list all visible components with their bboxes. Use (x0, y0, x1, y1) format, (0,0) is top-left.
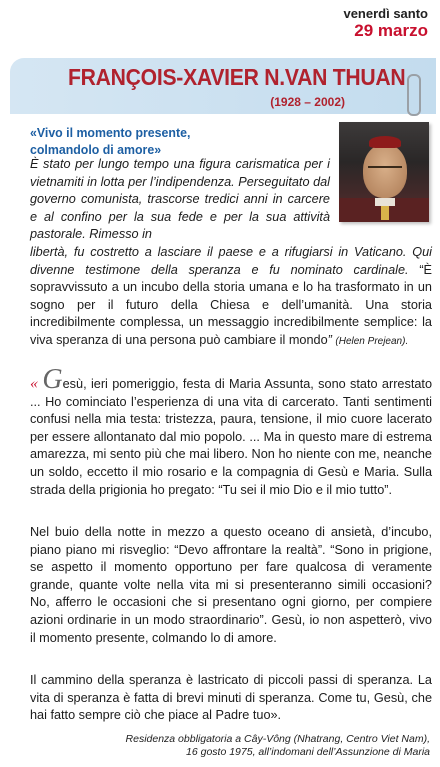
date-block (343, 6, 428, 41)
bio-attribution: (Helen Prejean). (335, 335, 409, 347)
bio-continued: libertà, fu costretto a lasciare il paese e a rifugiarsi in Vaticano. Qui divenne testimone della speranza e fu nominato cardinale. “È sopravvissuto a un incubo della storia umana e lo ha trasformato in un sogno per il futuro della Chiesa e dell’umanità. Una storia incredibilmente complessa, un messaggio incredibilmente semplice: la viva speranza di una persona può cambiare il mondo” (Helen Prejean). (30, 245, 433, 347)
portrait-photo (339, 122, 429, 222)
person-name: FRANÇOIS-XAVIER N.VAN THUAN (68, 64, 406, 90)
open-quote-mark: « (30, 375, 38, 392)
paperclip-icon (407, 74, 421, 116)
weekday-label: venerdì santo (343, 6, 428, 21)
bio-quote: “È sopravvissuto a un incubo della storia umana e lo ha trasformato in un sogno per il futuro della Chiesa e dell’umanità. Una storia incredibilmente complessa, un messaggio incredibilmente semplice: la viva speranza di una persona può cambiare il mondo (30, 262, 433, 347)
body-paragraph-1: « Gesù, ieri pomeriggio, festa di Maria Assunta, sono stato arrestato ... Ho cominciato l’esperienza di una vita di carcerato. Tanti sentimenti confusi nella mia testa: tristezza, paura, tensione, il mio cuore lacerato per essere allontanato dal mio popolo. ... Ma in questo mare di estrema amarezza, mi sento più che mai libero. Non ho niente con me, neanche un soldo, eccetto il mio rosario e la compagnia di Gesù e Maria. Sulla strada della prigionia ho pregato: “Tu sei il mio Dio e il mio tutto”. (30, 364, 432, 497)
life-years: (1928 – 2002) (270, 95, 345, 109)
bio-intro: È stato per lungo tempo una figura carismatica per i vietnamiti in lotta per l’indipendenza. Perseguitato dal governo comunista, trascorse tredici anni in carcere e al confino per la sua fede e per la sua attività pastorale. Rimesso in (30, 157, 330, 242)
quote-title: «Vivo il momento presente, colmandolo di amore» (30, 125, 191, 157)
drop-cap: G (42, 364, 63, 395)
date-label: 29 marzo (354, 21, 428, 40)
body-paragraph-2: Nel buio della notte in mezzo a questo oceano di ansietà, d’incubo, piano piano mi risveglio: “Devo affrontare la realtà”. “Sono in prigione, se aspetto il momento opportuno per fare qualcosa di veramente grande, quante volte nella vita mi si presenteranno simili occasioni? No, afferro le occasioni che si presentano ogni giorno, per compiere azioni ordinarie in un modo straordinario”. Gesù, io non aspetterò, vivo il momento presente, colmando lo di amore. (30, 525, 432, 645)
bio-italic: libertà, fu costretto a lasciare il paese e a rifugiarsi in Vaticano. Qui divenne testimone della speranza e fu nominato cardinale. (30, 245, 432, 277)
body-paragraph-3: Il cammino della speranza è lastricato di piccoli passi di speranza. La vita di speranza è fatta di brevi minuti di speranza. Come tu, Gesù, che hai fatto sempre ciò che piace al Padre tuo». (30, 673, 432, 723)
signature: Residenza obbligatoria a Cây-Vông (Nhatrang, Centro Viet Nam), 16 gosto 1975, all’indomani dell’Assunzione di Maria (125, 733, 430, 758)
